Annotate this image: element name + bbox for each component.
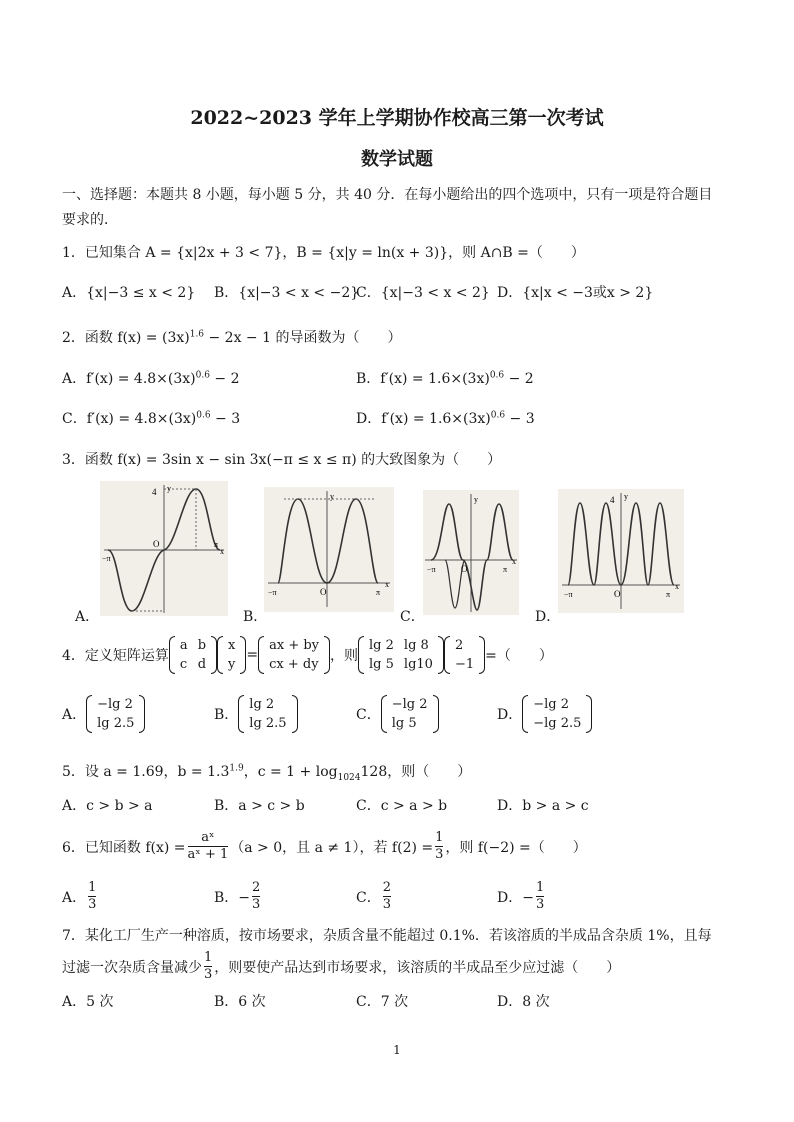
q5-option-c: C．c > a > b xyxy=(356,798,448,814)
q6-stem: 6．已知函数 f(x) = $\frac{\text{aˣ}}{\text{aˣ + 1}}$ （a > 0，且 a ≠ 1），若 f(2) = $\frac{1}{3}$ ，则 f(−2) =（ ） xyxy=(62,830,587,862)
q4-option-d: D． −lg 2 −lg 2.5 xyxy=(497,695,592,733)
svg-text:y: y xyxy=(167,484,171,493)
svg-text:x: x xyxy=(385,580,389,589)
q3-graph-a-plot xyxy=(100,481,228,616)
q3-graph-d xyxy=(558,489,684,613)
q3-graph-d-plot xyxy=(558,489,684,613)
svg-text:π: π xyxy=(376,588,381,597)
q3-graph-c-plot xyxy=(423,490,519,615)
section-instructions-line1: 一、选择题：本题共 8 小题，每小题 5 分，共 40 分．在每小题给出的四个选项中，只有一项是符合题目 xyxy=(62,187,713,203)
q1-option-b: B．{x|−3 < x < −2} xyxy=(214,285,360,301)
q3-option-a: A． xyxy=(75,609,100,625)
q7-option-a: A．5 次 xyxy=(62,994,114,1010)
svg-text:x: x xyxy=(220,547,224,556)
q2-stem: 2．函数 $f(x) = (3x)^{1.6} - 2x - 1$ 的导函数为（ ） xyxy=(62,329,402,346)
q3-graph-c xyxy=(423,490,519,615)
q6-option-c: C． $\frac{2}{3}$ xyxy=(356,880,391,912)
q4-stem: 4．定义矩阵运算 a b c d x y = ax + by cx + dy ，则 lg 2 lg 8 lg 5 lg10 2 −1 =（ ） xyxy=(62,638,553,672)
q4-vector-values: 2 −1 xyxy=(444,636,485,674)
q3-option-b: B． xyxy=(243,609,268,625)
svg-text:O: O xyxy=(153,539,160,549)
q2-option-a: A．$f'(x) = 4.8\times(3x)^{0.6} - 2$ xyxy=(62,370,240,387)
q5-option-b: B．a > c > b xyxy=(214,798,305,814)
q7-stem-line1: 7．某化工厂生产一种溶质，按市场要求，杂质含量不能超过 0.1%．若该溶质的半成品含杂质 1%，且每 xyxy=(62,928,712,944)
svg-text:−π: −π xyxy=(427,565,436,574)
svg-text:−π: −π xyxy=(268,588,277,597)
svg-text:y: y xyxy=(474,495,478,504)
q4-matrix-lg: lg 2 lg 8 lg 5 lg10 xyxy=(358,636,444,674)
q1-option-a: A．{x|−3 ≤ x < 2} xyxy=(62,285,196,301)
page-number: 1 xyxy=(393,1043,401,1057)
q4-option-c: C． −lg 2 lg 5 xyxy=(356,695,439,733)
svg-text:x: x xyxy=(675,582,679,591)
q2-option-b: B．$f'(x) = 1.6\times(3x)^{0.6} - 2$ xyxy=(356,370,534,387)
svg-text:x: x xyxy=(512,557,516,566)
q3-graph-b-plot xyxy=(264,487,394,612)
q7-option-c: C．7 次 xyxy=(356,994,409,1010)
svg-text:π: π xyxy=(214,540,219,549)
svg-text:y: y xyxy=(330,492,334,501)
svg-text:4: 4 xyxy=(610,495,615,505)
q2-option-d: D．$f'(x) = 1.6\times(3x)^{0.6} - 3$ xyxy=(356,410,535,427)
q7-stem-line2: 过滤一次杂质含量减少 $\frac{1}{3}$ ，则要使产品达到市场要求，该溶质的半成品至少应过滤（ ） xyxy=(62,950,621,982)
svg-text:π: π xyxy=(666,590,671,599)
q7-option-b: B．6 次 xyxy=(214,994,266,1010)
svg-text:O: O xyxy=(320,587,327,597)
q5-stem: 5．设 a = 1.69，$b = 1.3^{1.9}$，$c = 1 + \log_{1024}128$，则（ ） xyxy=(62,763,472,783)
exam-title: 2022~2023 学年上学期协作校高三第一次考试 xyxy=(190,107,604,129)
q2-option-c: C．$f'(x) = 4.8\times(3x)^{0.6} - 3$ xyxy=(62,410,241,427)
q7-option-d: D．8 次 xyxy=(497,994,550,1010)
exam-subject: 数学试题 xyxy=(361,149,433,170)
svg-text:−π: −π xyxy=(564,590,573,599)
section-instructions-line2: 要求的． xyxy=(62,212,118,228)
q3-graph-b xyxy=(264,487,394,612)
q4-result-vector: ax + by cx + dy xyxy=(258,636,330,674)
q5-option-a: A．c > b > a xyxy=(62,798,153,814)
q4-vector-xy: x y xyxy=(217,636,246,674)
q3-option-d: D． xyxy=(535,609,561,625)
q6-option-d: D．− $\frac{1}{3}$ xyxy=(497,880,545,912)
svg-text:y: y xyxy=(624,492,628,501)
svg-text:π: π xyxy=(503,565,508,574)
q3-option-c: C． xyxy=(400,609,425,625)
q5-option-d: D．b > a > c xyxy=(497,798,589,814)
svg-text:4: 4 xyxy=(152,487,157,497)
q3-graph-a xyxy=(100,481,228,616)
q1-option-c: C．{x|−3 < x < 2} xyxy=(356,285,490,301)
q1-stem: 1．已知集合 A = {x|2x + 3 < 7}，B = {x|y = ln(x + 3)}，则 A∩B =（ ） xyxy=(62,245,585,261)
svg-text:O: O xyxy=(614,589,621,599)
svg-text:O: O xyxy=(461,564,468,574)
svg-text:−π: −π xyxy=(102,554,111,563)
q4-option-b: B． lg 2 lg 2.5 xyxy=(214,695,298,733)
q4-option-a: A． −lg 2 lg 2.5 xyxy=(62,695,145,733)
q3-stem: 3．函数 f(x) = 3sin x − sin 3x(−π ≤ x ≤ π) 的大致图象为（ ） xyxy=(62,452,502,468)
q4-matrix-abcd: a b c d xyxy=(169,636,217,674)
q6-option-a: A． $\frac{1}{3}$ xyxy=(62,880,97,912)
q1-option-d: D．{x|x < −3或x > 2} xyxy=(497,285,654,301)
q6-option-b: B．− $\frac{2}{3}$ xyxy=(214,880,261,912)
